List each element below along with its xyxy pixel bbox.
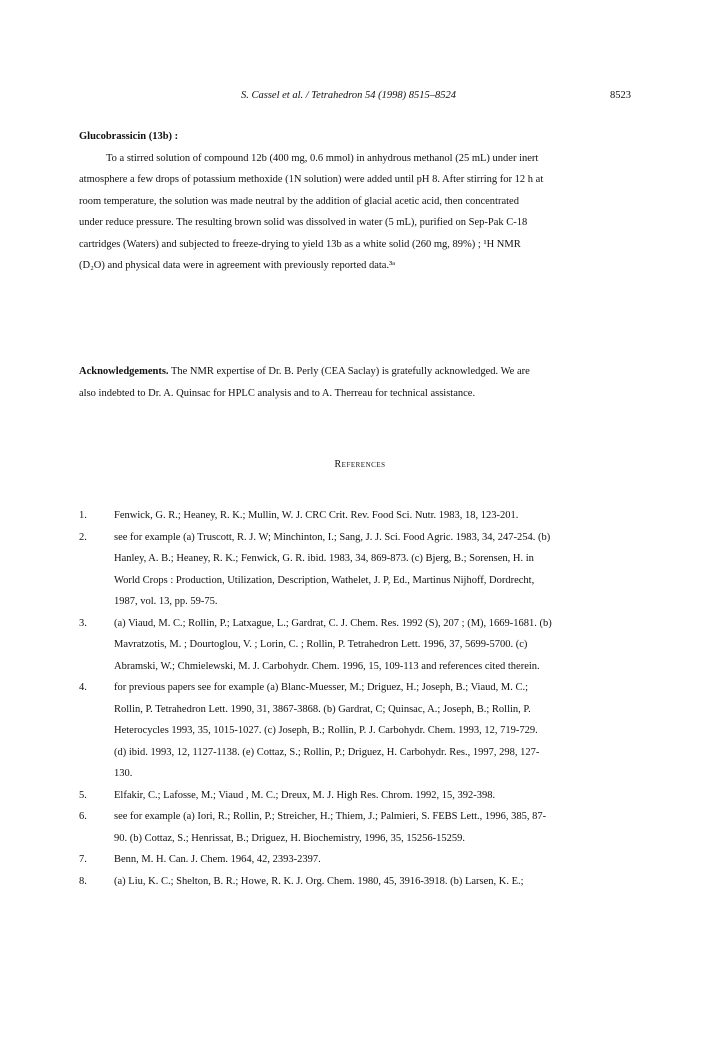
reference-line: Abramski, W.; Chmielewski, M. J. Carbohydr. Chem. 1996, 15, 109-113 and references cited therein. bbox=[114, 660, 540, 672]
reference-number: 8. bbox=[79, 875, 87, 887]
paragraph-line: cartridges (Waters) and subjected to freeze-drying to yield 13b as a white solid (260 mg, 89%) ; ¹H NMR bbox=[79, 238, 521, 250]
ack-label: Acknowledgements. bbox=[79, 366, 169, 377]
reference-number: 4. bbox=[79, 682, 87, 693]
reference-item bbox=[79, 806, 645, 849]
reference-line: (d) ibid. 1993, 12, 1127-1138. (e) Cottaz, S.; Rollin, P.; Driguez, H. Carbohydr. Res., 1997, 298, 127- bbox=[114, 746, 540, 758]
reference-line: Mavratzotis, M. ; Dourtoglou, V. ; Lorin, C. ; Rollin, P. Tetrahedron Lett. 1996, 37, 5699-5700. (c) bbox=[114, 639, 528, 650]
reference-number: 5. bbox=[79, 789, 87, 801]
reference-number: 2. bbox=[79, 531, 87, 543]
reference-item bbox=[79, 527, 645, 613]
reference-item bbox=[79, 677, 645, 785]
paragraph-line: To a stirred solution of compound 12b (400 mg, 0.6 mmol) in anhydrous methanol (25 mL) under inert bbox=[106, 152, 539, 164]
acknowledgements-section bbox=[79, 361, 639, 404]
reference-number: 6. bbox=[79, 811, 87, 822]
ack-text: The NMR expertise of Dr. B. Perly (CEA Saclay) is gratefully acknowledged. We are bbox=[170, 366, 530, 377]
paragraph-line: room temperature, the solution was made neutral by the addition of glacial acetic acid, then concentrated bbox=[79, 195, 519, 207]
section-heading: Glucobrassicin (13b) : bbox=[79, 131, 179, 142]
reference-item bbox=[79, 785, 645, 807]
reference-line: Fenwick, G. R.; Heaney, R. K.; Mullin, W. J. CRC Crit. Rev. Food Sci. Nutr. 1983, 18, 123-201. bbox=[114, 510, 519, 521]
reference-line: Hanley, A. B.; Heaney, R. K.; Fenwick, G. R. ibid. 1983, 34, 869-873. (c) Bjerg, B.; Sorensen, H. in bbox=[114, 553, 534, 564]
reference-line: Benn, M. H. Can. J. Chem. 1964, 42, 2393-2397. bbox=[114, 854, 321, 865]
reference-line: (a) Liu, K. C.; Shelton, B. R.; Howe, R. K. J. Org. Chem. 1980, 45, 3916-3918. (b) Larsen, K. E.; bbox=[114, 875, 524, 887]
reference-number: 1. bbox=[79, 510, 87, 521]
reference-item bbox=[79, 505, 645, 527]
page-number: 8523 bbox=[610, 90, 631, 101]
references-title: References bbox=[334, 459, 386, 470]
reference-line: (a) Viaud, M. C.; Rollin, P.; Latxague, L.; Gardrat, C. J. Chem. Res. 1992 (S), 207 ; (M), 1669-1681. (b) bbox=[114, 617, 552, 629]
running-head: S. Cassel et al. / Tetrahedron 54 (1998) 8515–8524 bbox=[241, 90, 457, 101]
reference-line: World Crops : Production, Utilization, Description, Wathelet, J. P, Ed., Martinus Nijhoff, Dordrecht, bbox=[114, 574, 535, 586]
ack-line: also indebted to Dr. A. Quinsac for HPLC analysis and to A. Therreau for technical assistance. bbox=[79, 387, 476, 399]
reference-item bbox=[79, 849, 645, 871]
reference-line: 130. bbox=[114, 768, 133, 779]
reference-number: 7. bbox=[79, 854, 87, 865]
reference-line: Heterocycles 1993, 35, 1015-1027. (c) Joseph, B.; Rollin, P. J. Carbohydr. Chem. 1993, 12, 719-729. bbox=[114, 725, 538, 736]
reference-line: 90. (b) Cottaz, S.; Henrissat, B.; Driguez, H. Biochemistry, 1996, 35, 15256-15259. bbox=[114, 832, 466, 844]
experimental-paragraph bbox=[79, 148, 639, 277]
reference-line: Rollin, P. Tetrahedron Lett. 1990, 31, 3867-3868. (b) Gardrat, C; Quinsac, A.; Joseph, B.; Rollin, P. bbox=[114, 703, 531, 715]
reference-line: for previous papers see for example (a) Blanc-Muesser, M.; Driguez, H.; Joseph, B.; Viaud, M. C.; bbox=[114, 682, 528, 693]
reference-item bbox=[79, 871, 645, 893]
reference-line: 1987, vol. 13, pp. 59-75. bbox=[114, 596, 218, 607]
reference-line: Elfakir, C.; Lafosse, M.; Viaud , M. C.; Dreux, M. J. High Res. Chrom. 1992, 15, 392-398. bbox=[114, 789, 496, 801]
reference-item bbox=[79, 613, 645, 678]
paragraph-line: atmosphere a few drops of potassium methoxide (1N solution) were added until pH 8. After stirring for 12 h at bbox=[79, 174, 544, 185]
paragraph-line: (D₂O) and physical data were in agreement with previously reported data.³ᵃ bbox=[79, 260, 396, 271]
reference-number: 3. bbox=[79, 617, 87, 629]
running-header bbox=[0, 90, 720, 106]
paragraph-line: under reduce pressure. The resulting brown solid was dissolved in water (5 mL), purified on Sep-Pak C-18 bbox=[79, 217, 528, 228]
reference-line: see for example (a) Truscott, R. J. W; Minchinton, I.; Sang, J. J. Sci. Food Agric. 1983, 34, 247-254. (b) bbox=[114, 531, 551, 543]
ack-line bbox=[79, 361, 639, 383]
experimental-section bbox=[79, 126, 639, 277]
reference-line: see for example (a) Iori, R.; Rollin, P.; Streicher, H.; Thiem, J.; Palmieri, S. FEBS Lett., 1996, 385, 87- bbox=[114, 811, 547, 822]
references-list bbox=[79, 505, 645, 892]
